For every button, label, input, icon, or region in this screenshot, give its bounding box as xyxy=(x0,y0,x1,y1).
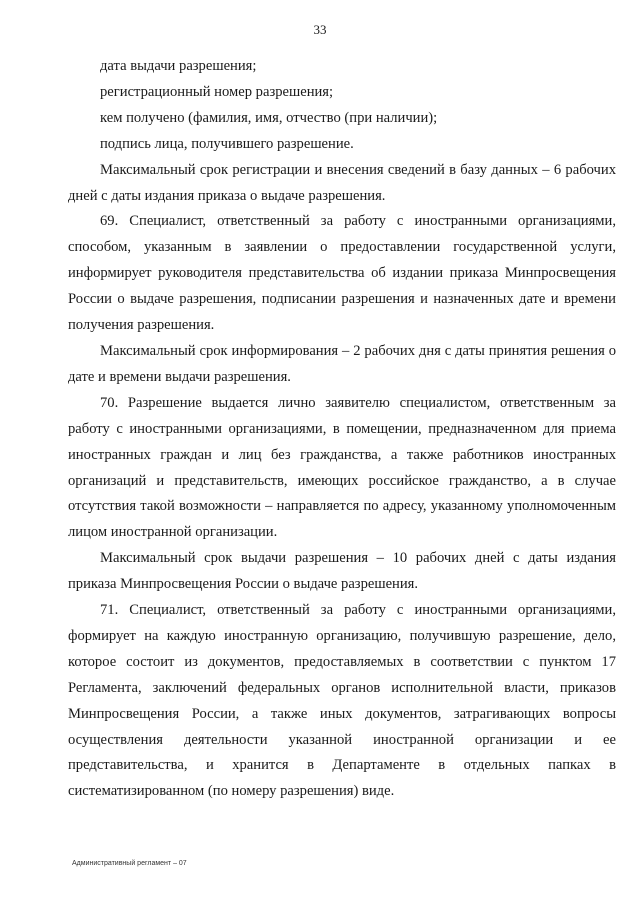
list-item: дата выдачи разрешения; xyxy=(100,58,257,74)
paragraph: Максимальный срок выдачи разрешения – 10 рабочих дней с даты издания приказа Минпросвещения России о выдаче разрешения. xyxy=(68,550,616,593)
paragraph: Максимальный срок регистрации и внесения сведений в базу данных – 6 рабочих дней с даты издания приказа о выдаче разрешения. xyxy=(68,161,616,204)
paragraph: 70. Разрешение выдается лично заявителю специалистом, ответственным за работу с иностранными организациями, в помещении, предназначенном для приема иностранных граждан и лиц без гражданства, а также работников иностранных организаций и представительств, имеющих российское гражданство, а в случае отсутствия такой возможности – направляется по адресу, указанному уполномоченным лицом иностранной организации. xyxy=(68,394,616,541)
document-body xyxy=(68,54,616,805)
page-number: 33 xyxy=(313,22,327,37)
paragraph: Максимальный срок информирования – 2 рабочих дня с даты принятия решения о дате и времени выдачи разрешения. xyxy=(68,342,616,385)
paragraph: 69. Специалист, ответственный за работу с иностранными организациями, способом, указанным в заявлении о предоставлении государственной услуги, информирует руководителя представительства об издании приказа Минпросвещения России о выдаче разрешения, подписании разрешения и назначенных дате и времени получения разрешения. xyxy=(68,213,616,334)
footer-text: Административный регламент – 07 xyxy=(72,860,187,867)
list-item: подпись лица, получившего разрешение. xyxy=(100,135,354,152)
paragraph: 71. Специалист, ответственный за работу с иностранными организациями, формирует на каждую иностранную организацию, получившую разрешение, дело, которое состоит из документов, предоставляемых в соответствии с пунктом 17 Регламента, заключений федеральных органов исполнительной власти, приказов Минпросвещения России, а также иных документов, затрагивающих вопросы осуществления деятельности указанной иностранной организации и ее представительства, и хранится в Департаменте в отдельных папках в систематизированном (по номеру разрешения) виде. xyxy=(68,602,616,800)
list-item: регистрационный номер разрешения; xyxy=(100,83,334,100)
list-item: кем получено (фамилия, имя, отчество (при наличии); xyxy=(100,109,438,126)
